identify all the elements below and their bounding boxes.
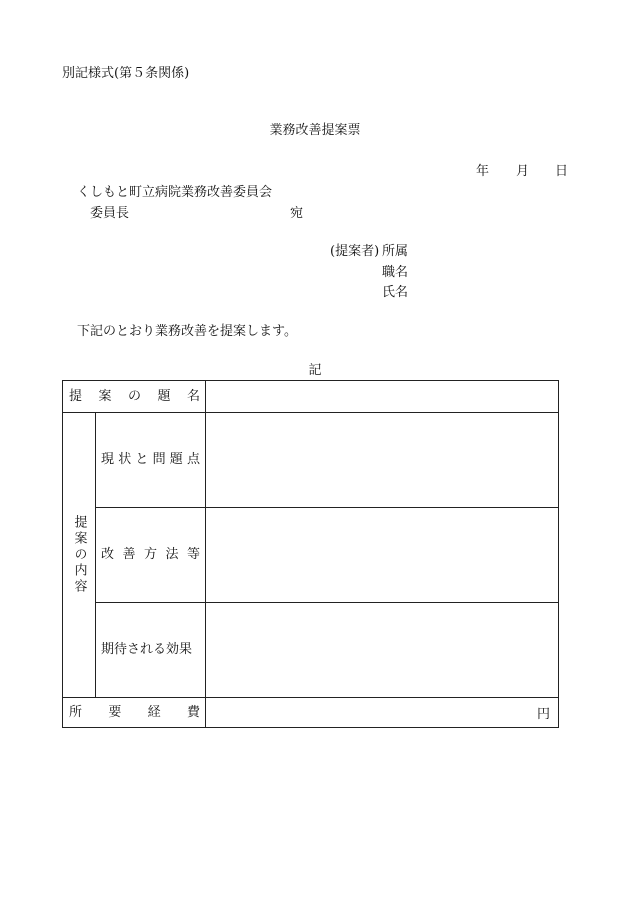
column-divider [95, 412, 96, 697]
expected-effects-field[interactable] [206, 603, 558, 697]
cost-label: 所 要 経 費 [69, 704, 200, 720]
current-issues-field[interactable] [206, 413, 558, 507]
name-label: 氏名 [382, 285, 409, 300]
position-label: 職名 [382, 265, 409, 280]
document-title: 業務改善提案票 [269, 123, 361, 138]
subject-field[interactable] [206, 381, 558, 412]
content-group-label: 提案の内容 [71, 514, 87, 595]
improvement-methods-label: 改 善 方 法 等 [101, 547, 200, 562]
ki-label: 記 [308, 363, 322, 378]
date-day-label: 日 [555, 164, 569, 179]
cost-field[interactable] [206, 698, 536, 727]
current-issues-label: 現 状 と 問 題 点 [101, 452, 200, 467]
intro-text: 下記のとおり業務改善を提案します。 [77, 324, 297, 339]
date-month-label: 月 [516, 164, 530, 179]
cost-unit: 円 [536, 707, 550, 722]
department-label: 所属 [382, 244, 409, 259]
recipient-honorific: 宛 [290, 206, 304, 221]
proposer-label: (提案者) [330, 244, 380, 259]
date-year-label: 年 [476, 164, 490, 179]
expected-effects-label: 期待される効果 [101, 642, 193, 657]
subject-label: 提 案 の 題 名 [69, 389, 200, 404]
proposal-table [62, 380, 559, 728]
recipient-organization: くしもと町立病院業務改善委員会 [77, 185, 273, 200]
recipient-title: 委員長 [90, 206, 130, 221]
form-reference: 別記様式(第５条関係) [62, 66, 190, 81]
improvement-methods-field[interactable] [206, 508, 558, 602]
